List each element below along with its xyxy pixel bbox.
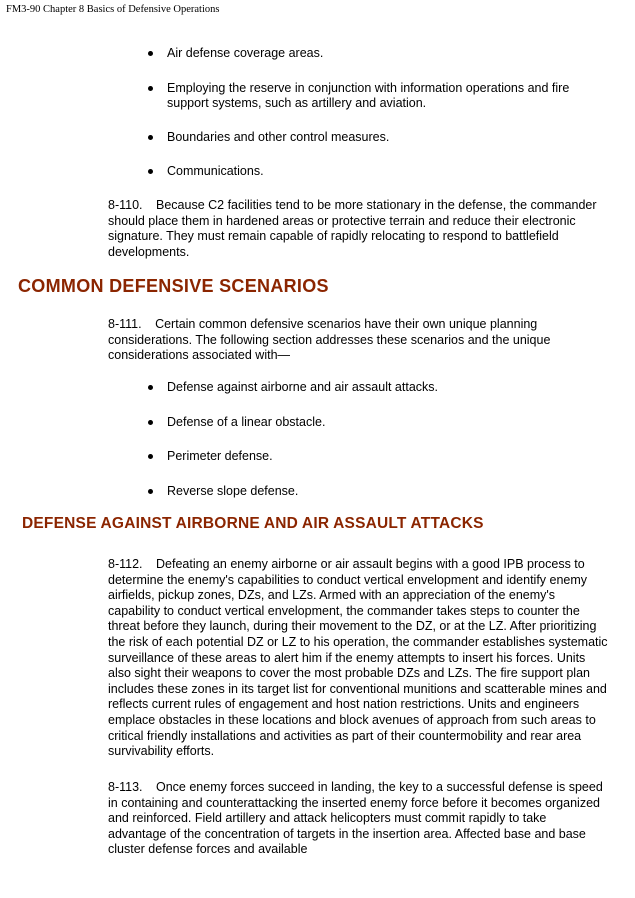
list-item [148, 415, 608, 430]
list-item-text: Communications. [167, 164, 264, 178]
list-item [148, 449, 608, 464]
list-item-text: Boundaries and other control measures. [167, 130, 390, 144]
paragraph-text: Once enemy forces succeed in landing, the key to a successful defense is speed in containing and counterattacking the inserted enemy force before it becomes organized and reinforced. Field artillery and attack helicopters must commit rapidly to take advantage of the concentration of targets in the insertion area. Affected base and base cluster defense forces and available [108, 780, 603, 857]
bullet-icon [148, 169, 153, 174]
paragraph-8-111 [108, 317, 608, 364]
list-item [148, 46, 608, 61]
bullet-icon [148, 135, 153, 140]
subsection-heading: DEFENSE AGAINST AIRBORNE AND AIR ASSAULT ATTACKS [22, 515, 484, 532]
paragraph-number: 8-110. [108, 198, 143, 212]
bullet-icon [148, 420, 153, 425]
list-item-text: Defense of a linear obstacle. [167, 415, 326, 429]
list-item-text: Defense against airborne and air assault attacks. [167, 380, 438, 394]
list-item-text: Perimeter defense. [167, 449, 273, 463]
bullet-icon [148, 86, 153, 91]
paragraph-text: Defeating an enemy airborne or air assault begins with a good IPB process to determine the enemy's capabilities to conduct vertical envelopment and identify enemy airfields, pickup zones, DZs, and LZs. Armed with an appreciation of the enemy's capability to conduct vertical envelopment, the commander takes steps to counter the threat before they launch, during their movement to the DZ, or at the LZ. After prioritizing the risk of each potential DZ or LZ to his operation, the commander establishes systematic surveillance of these areas to alert him if the enemy attempts to insert his forces. Units also sight their weapons to cover the most probable DZs and LZs. The fire support plan includes these zones in its target list for conventional munitions and scatterable mines and reflects current rules of engagement and host nation restrictions. Units and engineers emplace obstacles in these locations and block avenues of approach from such areas to critical friendly installations and activities as part of their countermobility and rear area survivability efforts. [108, 557, 608, 759]
paragraph-8-112 [108, 557, 608, 760]
bullet-icon [148, 454, 153, 459]
list-item-text: Air defense coverage areas. [167, 46, 324, 60]
page-header: FM3-90 Chapter 8 Basics of Defensive Operations [6, 4, 220, 15]
list-item [148, 164, 608, 179]
bullet-icon [148, 385, 153, 390]
list-item [148, 130, 608, 145]
bullet-icon [148, 489, 153, 494]
paragraph-number: 8-111. [108, 317, 142, 331]
paragraph-text: Because C2 facilities tend to be more stationary in the defense, the commander should place them in hardened areas or protective terrain and reduce their electronic signature. They must remain capable of rapidly relocating to respond to battlefield developments. [108, 198, 597, 259]
paragraph-text: Certain common defensive scenarios have their own unique planning considerations. The following section addresses these scenarios and the unique considerations associated with— [108, 317, 551, 363]
list-item [148, 484, 608, 499]
paragraph-number: 8-113. [108, 780, 143, 794]
section-heading: COMMON DEFENSIVE SCENARIOS [18, 276, 329, 296]
list-item [148, 380, 608, 395]
list-item-text: Employing the reserve in conjunction with information operations and fire support systems, such as artillery and aviation. [167, 81, 570, 110]
paragraph-8-113 [108, 780, 608, 858]
bullet-icon [148, 51, 153, 56]
paragraph-8-110 [108, 198, 608, 260]
list-item [148, 81, 608, 111]
paragraph-number: 8-112. [108, 557, 143, 571]
list-item-text: Reverse slope defense. [167, 484, 299, 498]
